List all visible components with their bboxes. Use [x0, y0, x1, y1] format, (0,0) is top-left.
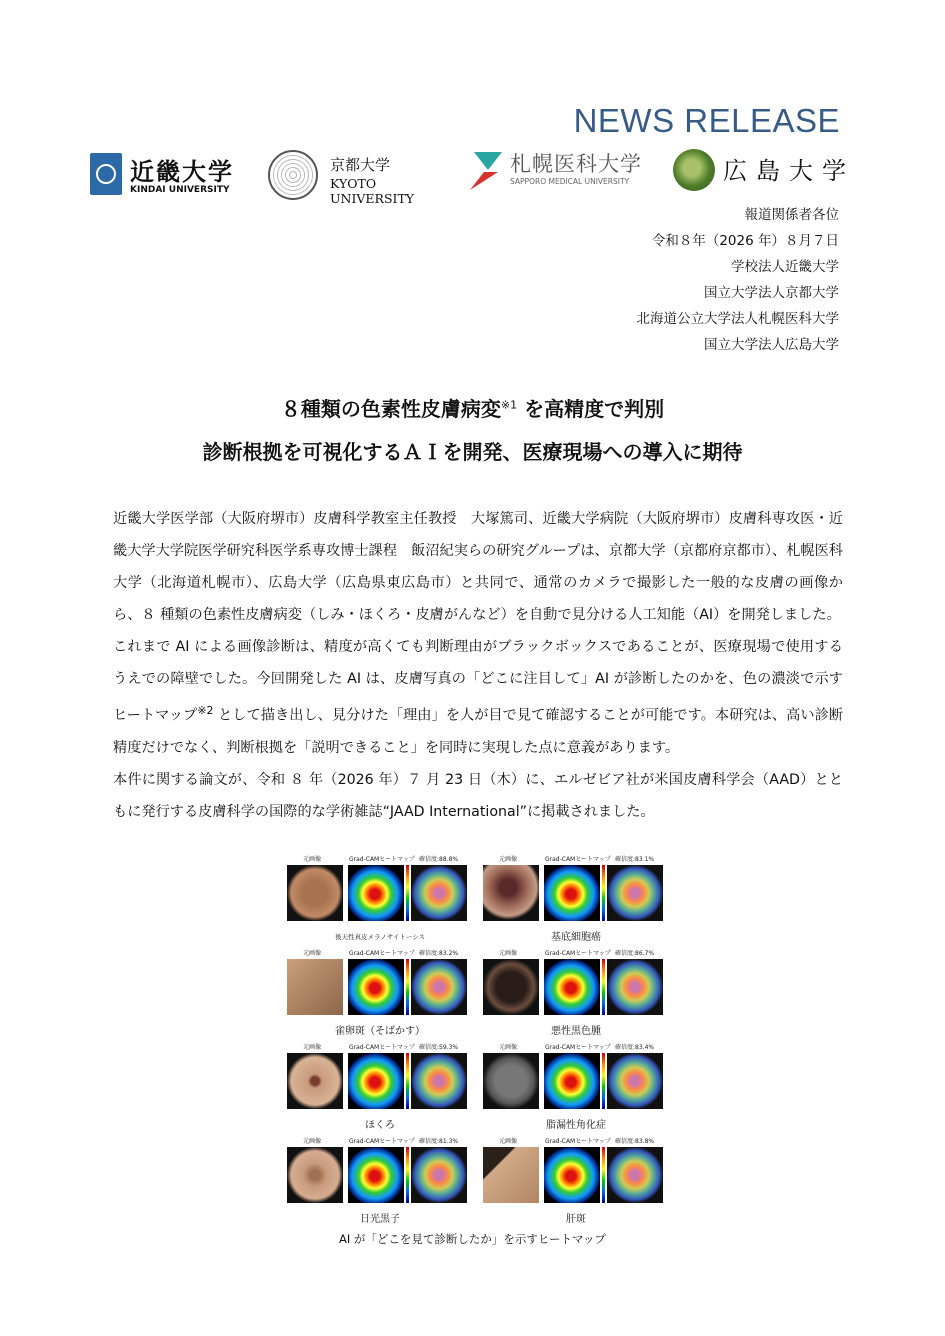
footnote-ref-1: ※1 [500, 398, 518, 412]
original-skin-image [483, 1053, 539, 1109]
address-block [637, 202, 840, 358]
colorbar [602, 1053, 605, 1109]
colorbar [406, 865, 409, 921]
colorbar [602, 959, 605, 1015]
heatmap-panel [481, 948, 671, 1040]
overlay-heatmap-image [411, 1053, 467, 1109]
confidence-label: 確信度:86.7% [615, 950, 655, 957]
overlay-heatmap-image [607, 1147, 663, 1203]
org-kyoto: 国立大学法人京都大学 [704, 285, 839, 301]
original-skin-image [287, 1147, 343, 1203]
diagnosis-label: 脂漏性角化症 [546, 1120, 606, 1131]
confidence-label: 確信度:83.2% [419, 950, 459, 957]
body-p2-a: これまで AI による画像診断は、精度が高くても判断理由がブラックボックスであることが、医療現場で使用するうえでの障壁でした。今回開発した AI は、皮膚写真の「どこに注目して」AI が診断したのかを、色の濃淡で示すヒートマップ [113, 639, 843, 724]
gradcam-header: Grad-CAMヒートマップ [349, 1138, 415, 1145]
diagnosis-label: 肝斑 [566, 1214, 586, 1225]
gradcam-header: Grad-CAMヒートマップ [545, 856, 611, 863]
sapporo-logo-ja: 札幌医科大学 [510, 152, 642, 176]
original-skin-image [287, 1053, 343, 1109]
heatmap-panel [285, 1042, 475, 1134]
kyoto-logo [268, 146, 458, 206]
gradcam-header: Grad-CAMヒートマップ [349, 950, 415, 957]
title-1-b: を高精度で判別 [517, 397, 665, 421]
kindai-logo-ja: 近畿大学 [130, 158, 234, 186]
gradcam-heatmap-image [348, 959, 404, 1015]
heatmap-panel [285, 948, 475, 1040]
news-release-heading: NEWS RELEASE [573, 102, 840, 139]
colorbar [406, 1147, 409, 1203]
gradcam-header: Grad-CAMヒートマップ [545, 1138, 611, 1145]
confidence-label: 確信度:83.4% [615, 1044, 655, 1051]
diagnosis-label: 後天性真皮メラノサイトーシス [334, 933, 426, 941]
gradcam-header: Grad-CAMヒートマップ [349, 856, 415, 863]
original-skin-image [483, 865, 539, 921]
original-image-header: 元画像 [499, 856, 518, 863]
heatmap-panel [481, 1136, 671, 1228]
org-kindai: 学校法人近畿大学 [731, 259, 839, 275]
sapporo-logo-en: SAPPORO MEDICAL UNIVERSITY [510, 177, 630, 186]
colorbar [406, 959, 409, 1015]
colorbar [602, 865, 605, 921]
release-date: 令和８年（2026 年）８月７日 [651, 233, 839, 249]
figure-caption: AI が「どこを見て診断したか」を示すヒートマップ [339, 1232, 606, 1246]
gradcam-heatmap-image [348, 1147, 404, 1203]
heatmap-figure [285, 854, 680, 1229]
gradcam-heatmap-image [348, 865, 404, 921]
heatmap-panel [285, 854, 475, 946]
body-paragraph-2 [113, 631, 843, 764]
heatmap-panel [481, 1042, 671, 1134]
sapporo-emblem-icon [468, 150, 504, 192]
overlay-heatmap-image [411, 865, 467, 921]
overlay-heatmap-image [411, 959, 467, 1015]
overlay-heatmap-image [411, 1147, 467, 1203]
original-image-header: 元画像 [303, 856, 322, 863]
body-text [113, 503, 843, 828]
colorbar [406, 1053, 409, 1109]
original-skin-image [483, 959, 539, 1015]
address-to: 報道関係者各位 [744, 207, 839, 223]
kyoto-logo-ja: 京都大学 [330, 156, 391, 174]
kindai-logo [88, 146, 258, 206]
kyoto-logo-en: KYOTO UNIVERSITY [330, 176, 415, 206]
confidence-label: 確信度:83.1% [615, 856, 655, 863]
gradcam-header: Grad-CAMヒートマップ [545, 1044, 611, 1051]
original-image-header: 元画像 [499, 1044, 518, 1051]
kindai-logo-en: KINDAI UNIVERSITY [130, 185, 230, 195]
original-image-header: 元画像 [499, 1138, 518, 1145]
body-paragraph-3: 本件に関する論文が、令和 ８ 年（2026 年）７ 月 23 日（木）に、エルゼビア社が米国皮膚科学会（AAD）とともに発行する皮膚科学の国際的な学術雑誌“JAAD International”に掲載されました。 [113, 771, 843, 820]
gradcam-header: Grad-CAMヒートマップ [545, 950, 611, 957]
heatmap-panel [481, 854, 671, 946]
overlay-heatmap-image [607, 959, 663, 1015]
original-skin-image [483, 1147, 539, 1203]
hiroshima-emblem-icon [673, 149, 715, 191]
original-image-header: 元画像 [303, 1044, 322, 1051]
confidence-label: 確信度:81.3% [419, 1138, 459, 1145]
org-hiroshima: 国立大学法人広島大学 [704, 337, 839, 353]
gradcam-heatmap-image [544, 865, 600, 921]
colorbar [602, 1147, 605, 1203]
body-paragraph-1: 近畿大学医学部（大阪府堺市）皮膚科学教室主任教授 大塚篤司、近畿大学病院（大阪府堺市）皮膚科専攻医・近畿大学大学院医学研究科医学系専攻博士課程 飯沼紀実らの研究グループは、京都大学（京都府京都市）、札幌医科大学（北海道札幌市）、広島大学（広島県東広島市）と共同で、通常のカメラで撮影した一般的な皮膚の画像から、８ 種類の色素性皮膚病変（しみ・ほくろ・皮膚がんなど）を自動で見分ける人工知能（AI）を開発しました。 [113, 511, 843, 623]
original-image-header: 元画像 [499, 950, 518, 957]
body-p2-b: として描き出し、見分けた「理由」を人が目で見て確認することが可能です。本研究は、高い診断精度だけでなく、判断根拠を「説明できること」を同時に実現した点に意義があります。 [113, 707, 843, 756]
confidence-label: 確信度:83.8% [615, 1138, 655, 1145]
heatmap-panel [285, 1136, 475, 1228]
sapporo-logo [468, 146, 658, 206]
title-line-1 [0, 393, 945, 422]
hiroshima-logo [673, 146, 858, 206]
footnote-ref-2: ※2 [197, 704, 214, 717]
kyoto-seal-icon [268, 150, 318, 200]
kindai-emblem-icon [90, 153, 122, 195]
overlay-heatmap-image [607, 1053, 663, 1109]
university-logos [88, 146, 858, 206]
hiroshima-logo-ja: 広島大学 [723, 157, 855, 185]
org-sapporo: 北海道公立大学法人札幌医科大学 [636, 311, 839, 327]
title-line-2: 診断根拠を可視化するＡＩを開発、医療現場への導入に期待 [202, 440, 743, 464]
confidence-label: 確信度:59.3% [419, 1044, 459, 1051]
overlay-heatmap-image [607, 865, 663, 921]
gradcam-heatmap-image [544, 959, 600, 1015]
diagnosis-label: ほくろ [365, 1120, 395, 1131]
original-skin-image [287, 959, 343, 1015]
original-skin-image [287, 865, 343, 921]
diagnosis-label: 日光黒子 [360, 1214, 400, 1225]
diagnosis-label: 雀卵斑（そばかす） [335, 1026, 425, 1037]
gradcam-heatmap-image [544, 1053, 600, 1109]
original-image-header: 元画像 [303, 950, 322, 957]
diagnosis-label: 悪性黒色腫 [551, 1026, 601, 1037]
gradcam-header: Grad-CAMヒートマップ [349, 1044, 415, 1051]
title-1-a: ８種類の色素性皮膚病変 [280, 397, 501, 421]
original-image-header: 元画像 [303, 1138, 322, 1145]
diagnosis-label: 基底細胞癌 [551, 932, 601, 943]
gradcam-heatmap-image [544, 1147, 600, 1203]
gradcam-heatmap-image [348, 1053, 404, 1109]
confidence-label: 確信度:88.8% [419, 856, 459, 863]
